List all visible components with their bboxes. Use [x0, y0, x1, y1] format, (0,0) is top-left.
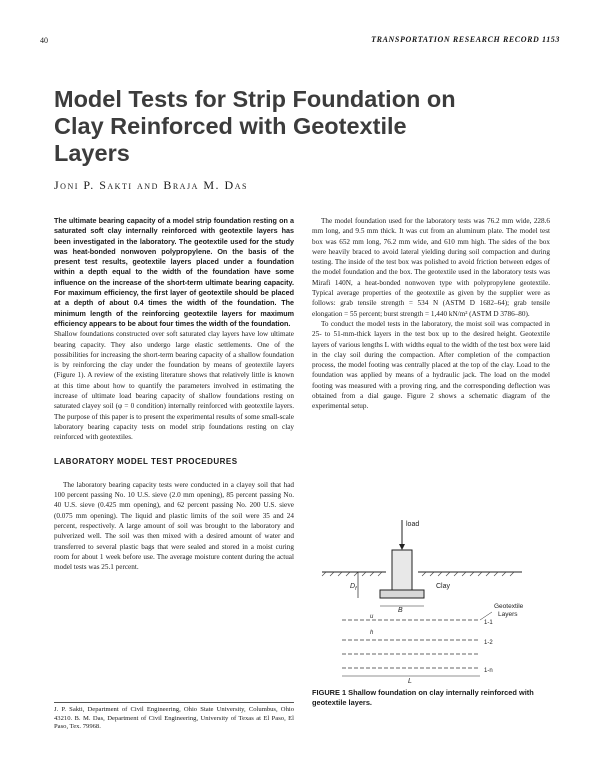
layer-1-n-label: 1-n	[484, 668, 493, 674]
layer-1-2-label: 1-2	[484, 640, 493, 646]
load-label: load	[406, 521, 420, 528]
footing-stem	[392, 550, 412, 590]
figure-1	[312, 516, 550, 684]
author-footnote: J. P. Sakti, Department of Civil Engineering, Ohio State University, Columbus, Ohio 43210. B. M. Das, Department of Civil Engineering, University of Texas at El Paso, El Paso, Tex. 79968.	[54, 702, 294, 732]
journal-header: TRANSPORTATION RESEARCH RECORD 1153	[371, 35, 560, 44]
layer-1-1-label: 1-1	[484, 620, 493, 626]
footing-base	[380, 590, 424, 598]
paper-title: Model Tests for Strip Foundation on Clay Reinforced with Geotextile Layers	[54, 86, 456, 166]
df-label: $D_f$	[350, 583, 357, 592]
model-foundation-paragraph: The model foundation used for the laboratory tests was 76.2 mm wide, 228.6 mm long, and 9.5 mm thick. It was cut from an aluminum plate. The model test box was 652 mm long, 76.2 mm wide, and 610 mm high. The sides of the box were heavily braced to avoid lateral yielding during soil compaction and during testing. The inside of the test box was polished to avoid friction between edges of the model foundation and the box. The geotextile used in the laboratory tests was Mirafi 140N, a heat-bonded nonwoven type with polypropylene geotextile. Typical average properties of the geotextile as given by the supplier were as follows: grab tensile strength = 534 N (ASTM D 1682–64); grab tensile elongation = 55 percent; burst strength = 1,440 kN/m² (ASTM D 3786–80).	[312, 217, 550, 318]
test-method-paragraph: To conduct the model tests in the laboratory, the moist soil was compacted in 25- to 51-mm-thick layers in the test box up to the desired height. Geotextile layers of various lengths L with widths equal to the width of the test box were laid in the clay soil during the compaction. After completion of the compaction process, the model footing was centrally placed at the top of the clay. Load to the foundation was applied by means of a hydraulic jack. The load on the model footing was measured with a proving ring, and the corresponding deflection was obtained from a dial gauge. Figure 2 shows a schematic diagram of the experimental setup.	[312, 319, 550, 411]
load-arrowhead	[399, 544, 405, 550]
page-number: 40	[40, 36, 48, 45]
left-column	[54, 216, 294, 573]
procedure-paragraph: The laboratory bearing capacity tests were conducted in a clayey soil that had 100 percent passing No. 10 U.S. sieve (2.0 mm opening), 85 percent passing No. 40 U.S. sieve (0.425 mm opening), and 62 percent passing No. 200 U.S. sieve (0.075 mm opening). The liquid and plastic limits of the soil were 35 and 24 percent, respectively. A large amount of soil was brought to the laboratory and pulverized well. The soil was then mixed with a desired amount of water and transferred to several plastic bags that were sealed and stored in a moist curing room for about 1 week before use. The average moisture content during the actual model tests was 25.1 percent.	[54, 480, 294, 572]
geotextile-pointer	[480, 612, 492, 620]
u-label: u	[370, 614, 374, 620]
b-label: B	[398, 607, 403, 614]
section-heading: LABORATORY MODEL TEST PROCEDURES	[54, 456, 238, 466]
figure-caption: FIGURE 1 Shallow foundation on clay internally reinforced with geotextile layers.	[312, 688, 534, 707]
ground-hatch	[322, 572, 514, 576]
l-label: L	[408, 678, 412, 684]
geotextile-label: Geotextile	[494, 603, 524, 610]
layers-label: Layers	[498, 611, 518, 618]
h-label: h	[370, 630, 374, 636]
right-column	[312, 216, 550, 412]
abstract: The ultimate bearing capacity of a model strip foundation resting on a saturated soft clay internally reinforced with geotextile layers has been investigated in the laboratory. The geotextile used for the study was heat-bonded nonwoven polypropylene. On the basis of the present test results, geotextile layers placed under a foundation within a depth equal to the width of the foundation have some influence on the increase of the short-term ultimate bearing capacity. For maximum efficiency, the first layer of geotextile should be placed at a depth of about 0.4 times the width of the foundation. The minimum length of the reinforcing geotextile layers for maximum efficiency appears to be about four times the width of the foundation.	[54, 216, 294, 328]
clay-label: Clay	[436, 583, 451, 590]
intro-paragraph: Shallow foundations constructed over soft saturated clay layers have low ultimate bearing capacity. They also undergo large elastic settlements. One of the possibilities for increasing the short-term bearing capacity of a shallow foundation is by reinforcing the clay under the foundation by means of geotextile layers (Figure 1). A review of the existing literature shows that relatively little is known at this time about how to quantify the parameters involved in estimating the increase of ultimate load bearing capacity of shallow foundations resting on saturated clayey soil (φ = 0 condition) internally reinforced with geotextile layers. The purpose of this paper is to present the experimental results of some small-scale laboratory bearing capacity tests on model strip foundations resting on clay reinforced with geotextiles.	[54, 330, 294, 442]
author-line: Joni P. Sakti and Braja M. Das	[54, 178, 248, 192]
geotextile-layers	[342, 620, 480, 668]
